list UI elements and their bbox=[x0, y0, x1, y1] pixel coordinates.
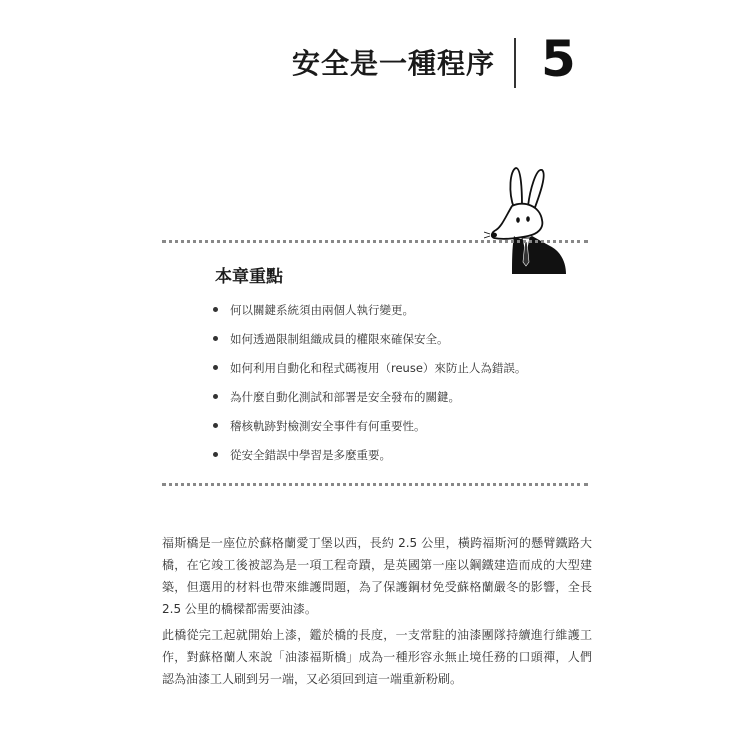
keypoint-text: 稽核軌跡對檢測安全事件有何重要性。 bbox=[230, 419, 426, 433]
list-item bbox=[213, 360, 526, 389]
list-item bbox=[213, 447, 526, 476]
keypoints-heading: 本章重點 bbox=[215, 267, 283, 287]
chapter-divider bbox=[514, 38, 516, 88]
keypoint-text: 如何利用自動化和程式碼複用（reuse）來防止人為錯誤。 bbox=[230, 361, 527, 375]
chapter-header bbox=[0, 30, 750, 94]
bullet-icon bbox=[213, 307, 218, 312]
bullet-icon bbox=[213, 423, 218, 428]
dotted-divider-top bbox=[162, 240, 588, 243]
body-paragraph-2: 此橋從完工起就開始上漆，鑑於橋的長度，一支常駐的油漆團隊持續進行維護工作，對蘇格蘭人來說「油漆福斯橋」成為一種形容永無止境任務的口頭禪，人們認為油漆工人刷到另一端，又必須回到這一端重新粉刷。 bbox=[162, 628, 592, 686]
list-item bbox=[213, 331, 526, 360]
rabbit-mascot-illustration bbox=[484, 162, 574, 274]
list-item bbox=[213, 302, 526, 331]
list-item bbox=[213, 418, 526, 447]
dotted-divider-bottom bbox=[162, 483, 588, 486]
keypoint-text: 如何透過限制組織成員的權限來確保安全。 bbox=[230, 332, 449, 346]
bullet-icon bbox=[213, 336, 218, 341]
keypoint-text: 為什麼自動化測試和部署是安全發布的關鍵。 bbox=[230, 390, 460, 404]
bullet-icon bbox=[213, 365, 218, 370]
chapter-title: 安全是一種程序 bbox=[291, 47, 495, 80]
list-item bbox=[213, 389, 526, 418]
bullet-icon bbox=[213, 394, 218, 399]
chapter-number: 5 bbox=[541, 30, 576, 88]
body-paragraph-1: 福斯橋是一座位於蘇格蘭愛丁堡以西，長約 2.5 公里，橫跨福斯河的懸臂鐵路大橋，在它竣工後被認為是一項工程奇蹟，是英國第一座以鋼鐵建造而成的大型建築，但選用的材料也帶來維護問題，為了保護鋼材免受蘇格蘭嚴冬的影響，全長 2.5 公里的橋樑都需要油漆。 bbox=[162, 536, 592, 616]
bullet-icon bbox=[213, 452, 218, 457]
keypoint-text: 從安全錯誤中學習是多麼重要。 bbox=[230, 448, 391, 462]
keypoints-list bbox=[213, 302, 526, 476]
keypoint-text: 何以關鍵系統須由兩個人執行變更。 bbox=[230, 303, 414, 317]
